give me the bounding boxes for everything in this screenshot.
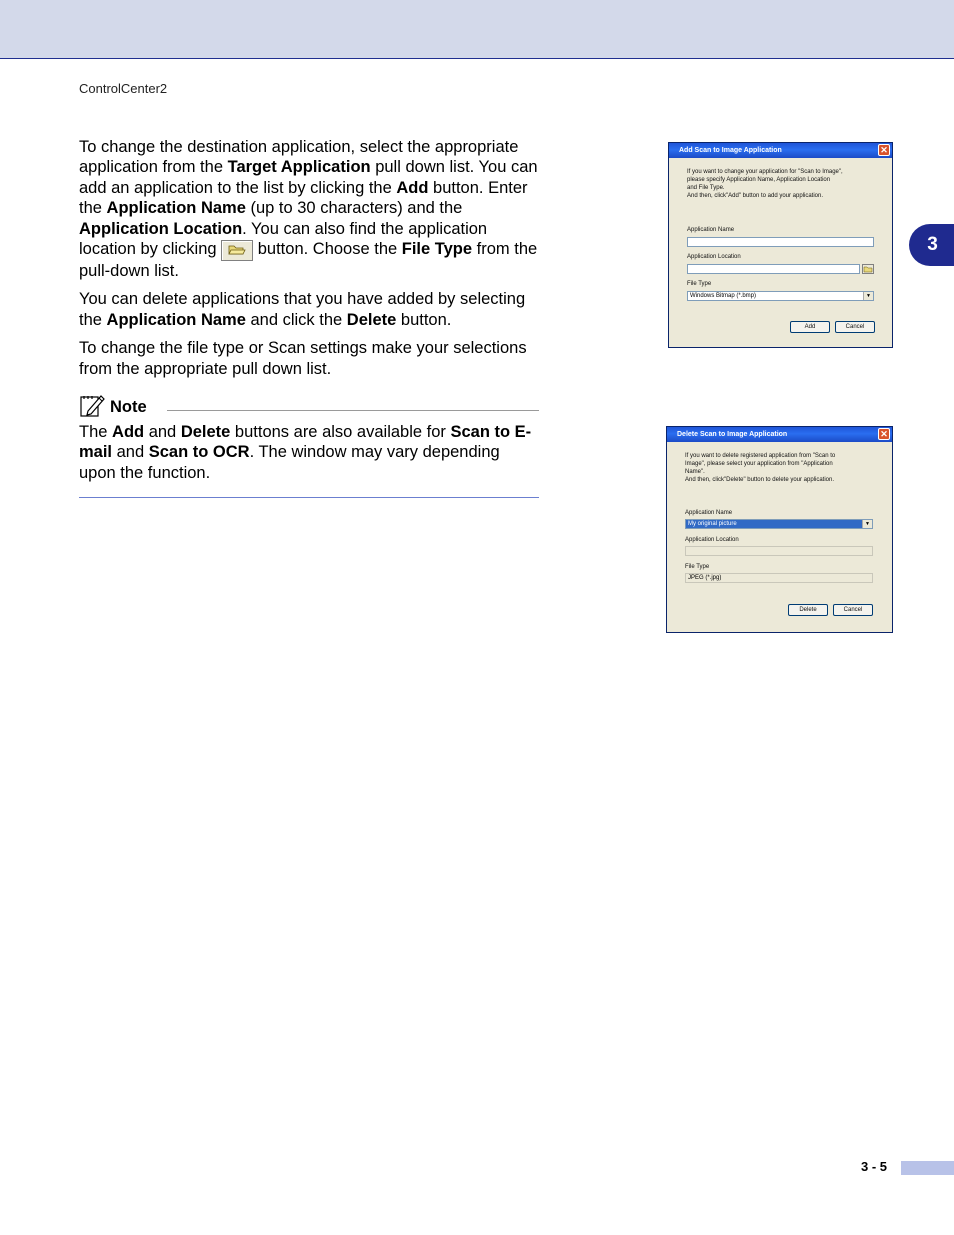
file-type-label: File Type	[685, 564, 710, 570]
text-run: . The window may vary depending upon the function.	[79, 443, 500, 482]
app-name-input[interactable]	[687, 237, 874, 247]
note-title: Note	[110, 398, 147, 416]
file-type-value: Windows Bitmap (*.bmp)	[690, 293, 757, 299]
app-location-field	[685, 546, 873, 556]
text-run: pull down list. You can add an application to the list by clicking the	[79, 158, 538, 197]
text-run: . You can also find the application location by clicking	[79, 219, 488, 259]
chevron-down-icon[interactable]: ▼	[863, 292, 873, 300]
text-run: button.	[396, 310, 452, 329]
bold-run: Application Location	[79, 219, 243, 238]
text-run: and	[144, 423, 181, 441]
bold-run: File Type	[401, 240, 473, 259]
body-text	[79, 137, 541, 387]
text-run: button. Choose the	[253, 240, 402, 259]
note-rule	[167, 410, 539, 411]
add-application-dialog	[668, 142, 893, 348]
running-header: ControlCenter2	[79, 81, 168, 96]
note-header	[79, 392, 539, 420]
header-band	[0, 0, 954, 59]
paragraph-3: To change the file type or Scan settings make your selections from the appropriate pull down list.	[79, 339, 527, 378]
text-run: The	[79, 423, 113, 441]
note-text	[79, 422, 539, 483]
bold-run: Delete	[180, 423, 231, 441]
folder-browse-icon[interactable]	[862, 264, 874, 274]
text-run: (up to 30 characters) and the	[245, 199, 463, 218]
bold-run: Scan to OCR	[148, 443, 250, 462]
dialog-instructions: If you want to change your application for "Scan to Image", please specify Application Name, Application Location and File Type. And then, click"Add" button to add your application.	[687, 169, 843, 199]
chevron-down-icon[interactable]: ▼	[862, 520, 872, 528]
text-run: button. Enter the	[79, 178, 528, 218]
text-run: and click the	[245, 310, 347, 329]
text-run: from the pull-down list.	[79, 240, 538, 281]
bold-run: Delete	[346, 310, 397, 329]
dialog-title: Delete Scan to Image Application	[677, 431, 788, 438]
app-name-label: Application Name	[687, 227, 735, 233]
dialog-title: Add Scan to Image Application	[679, 147, 782, 154]
text-run: and	[112, 443, 149, 462]
file-type-select[interactable]	[687, 291, 874, 301]
bold-run: Application Name	[106, 310, 246, 329]
app-name-selected-value: My original picture	[686, 520, 872, 528]
paragraph-2	[79, 289, 541, 330]
app-name-label: Application Name	[685, 510, 733, 516]
dialog-title-bar	[667, 427, 892, 442]
cancel-button[interactable]: Cancel	[833, 604, 873, 616]
paragraph-1	[79, 137, 541, 281]
close-icon[interactable]: ✕	[878, 144, 890, 156]
close-icon[interactable]: ✕	[878, 428, 890, 440]
bold-run: Target Application	[227, 158, 371, 177]
app-location-label: Application Location	[687, 254, 741, 260]
note-bottom-rule	[79, 497, 539, 498]
app-location-input[interactable]	[687, 264, 860, 274]
dialog-content	[669, 158, 892, 347]
bold-run: Scan to E-mail	[79, 423, 532, 462]
text-run: buttons are also available for	[230, 423, 451, 441]
dialog-content	[667, 442, 892, 632]
note-pencil-icon	[79, 392, 105, 418]
folder-browse-icon	[221, 240, 253, 261]
cancel-button[interactable]: Cancel	[835, 321, 875, 333]
dialog-title-bar	[669, 143, 892, 158]
app-name-select[interactable]	[685, 519, 873, 529]
add-button[interactable]: Add	[790, 321, 830, 333]
file-type-field: JPEG (*.jpg)	[685, 573, 873, 583]
delete-application-dialog	[666, 426, 893, 633]
note-box	[79, 392, 539, 498]
chapter-tab: 3	[909, 224, 954, 266]
page-number-bar	[901, 1161, 954, 1175]
text-run: To change the destination application, select the appropriate application from the	[79, 138, 519, 177]
delete-button[interactable]: Delete	[788, 604, 828, 616]
page-number: 3 - 5	[861, 1159, 888, 1174]
app-location-label: Application Location	[685, 537, 739, 543]
text-run: You can delete applications that you have added by selecting the	[79, 290, 526, 329]
bold-run: Application Name	[106, 199, 246, 218]
bold-run: Add	[396, 178, 429, 197]
dialog-instructions: If you want to delete registered application from "Scan to Image", please select your application from "Application Name". And then, click"Delete" button to delete your application.	[685, 453, 836, 483]
file-type-label: File Type	[687, 281, 712, 287]
bold-run: Add	[112, 423, 145, 441]
